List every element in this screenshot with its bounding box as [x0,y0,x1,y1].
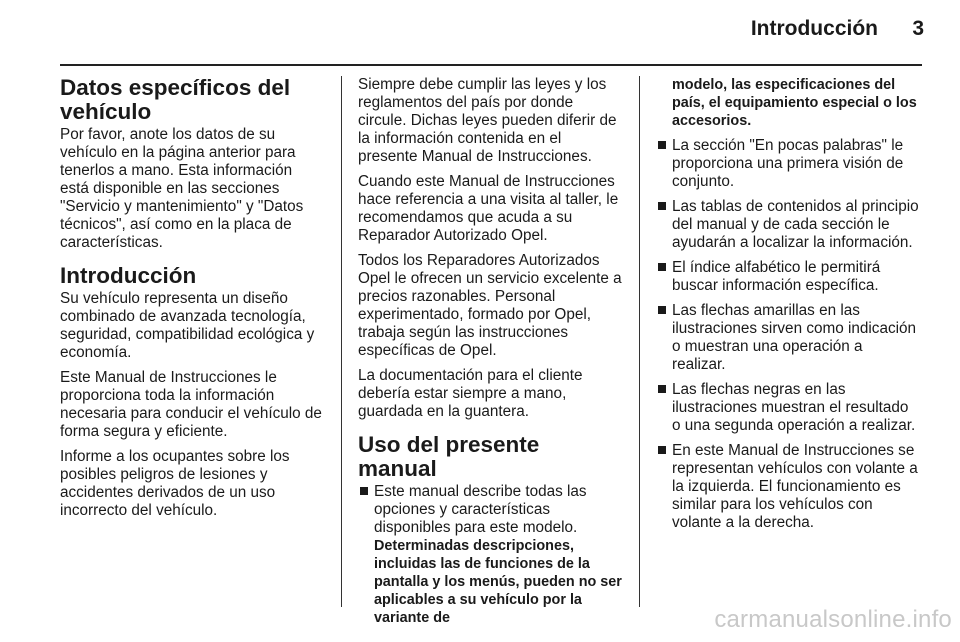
bullet-text: Las flechas amarillas en las ilustraciones sirven como indicación o muestran una operación a realizar. [672,302,917,373]
bullet-text: En este Manual de Instrucciones se representan vehículos con volante a la izquierda. El funcionamiento es similar para los vehículos con volante a la derecha. [672,442,918,531]
list-item [656,259,920,295]
square-bullet-icon [658,202,666,210]
paragraph: Cuando este Manual de Instrucciones hace referencia a una visita al taller, le recomendamos que acuda a su Reparador Autorizado Opel. [358,173,619,244]
paragraph: Siempre debe cumplir las leyes y los reglamentos del país por donde circule. Dichas leyes pueden diferir de la información contenida en el presente Manual de Instrucciones. [358,76,617,165]
square-bullet-icon [658,385,666,393]
bullet-text: Este manual describe todas las opciones y características disponibles para este modelo. [374,483,587,536]
square-bullet-icon [658,141,666,149]
header-rule [60,64,922,66]
column-1 [60,76,324,527]
square-bullet-icon [658,263,666,271]
bullet-text: El índice alfabético le permitirá buscar información específica. [672,259,881,294]
paragraph: Todos los Reparadores Autorizados Opel le ofrecen un servicio excelente a precios razonables. Personal experimentado, formado por Opel, trabaja según las instrucciones específicas de Opel. [358,252,622,359]
bullet-list [656,137,920,532]
list-item [358,483,622,627]
continued-item [656,76,920,130]
continued-bold-text: modelo, las especificaciones del país, el equipamiento especial o los accesorios. [672,77,917,129]
column-divider [341,76,342,607]
page-number: 3 [912,17,924,40]
heading-manual-use: Uso del presente manual [358,432,540,481]
header-title: Introducción [750,17,878,40]
bullet-list [358,483,622,627]
bullet-text: La sección "En pocas palabras" le proporciona una primera visión de conjunto. [672,137,904,190]
column-divider [639,76,640,607]
square-bullet-icon [360,487,368,495]
column-3 [656,76,920,539]
bullet-text: Las tablas de contenidos al principio del manual y de cada sección le ayudarán a localizar la información. [672,198,919,251]
heading-introduction: Introducción [60,263,197,288]
list-item [656,302,920,374]
bullet-text: Las flechas negras en las ilustraciones muestran el resultado o una segunda operación a realizar. [672,381,916,434]
list-item [656,442,920,532]
paragraph: Su vehículo representa un diseño combinado de avanzada tecnología, seguridad, compatibilidad ecológica y economía. [60,290,315,361]
heading-vehicle-data: Datos específicos del vehículo [60,75,291,124]
page-header [0,0,960,66]
paragraph: Este Manual de Instrucciones le proporciona toda la información necesaria para conducir el vehículo de forma segura y eficiente. [60,369,322,440]
column-2 [358,76,622,634]
watermark: carmanualsonline.info [714,606,952,633]
list-item [656,198,920,252]
paragraph: La documentación para el cliente debería estar siempre a mano, guardada en la guantera. [358,367,583,420]
list-item [656,381,920,435]
square-bullet-icon [658,306,666,314]
list-item [656,137,920,191]
paragraph: Por favor, anote los datos de su vehículo en la página anterior para tenerlos a mano. Esta información está disponible en las secciones "Servicio y mantenimiento" y "Datos técnicos", así como en la placa de características. [60,126,304,251]
square-bullet-icon [658,446,666,454]
bullet-bold-text: Determinadas descripciones, incluidas las de funciones de la pantalla y los menús, pueden no ser aplicables a su vehículo por la variante de [374,538,622,626]
paragraph: Informe a los ocupantes sobre los posibles peligros de lesiones y accidentes derivados de un uso incorrecto del vehículo. [60,448,290,519]
